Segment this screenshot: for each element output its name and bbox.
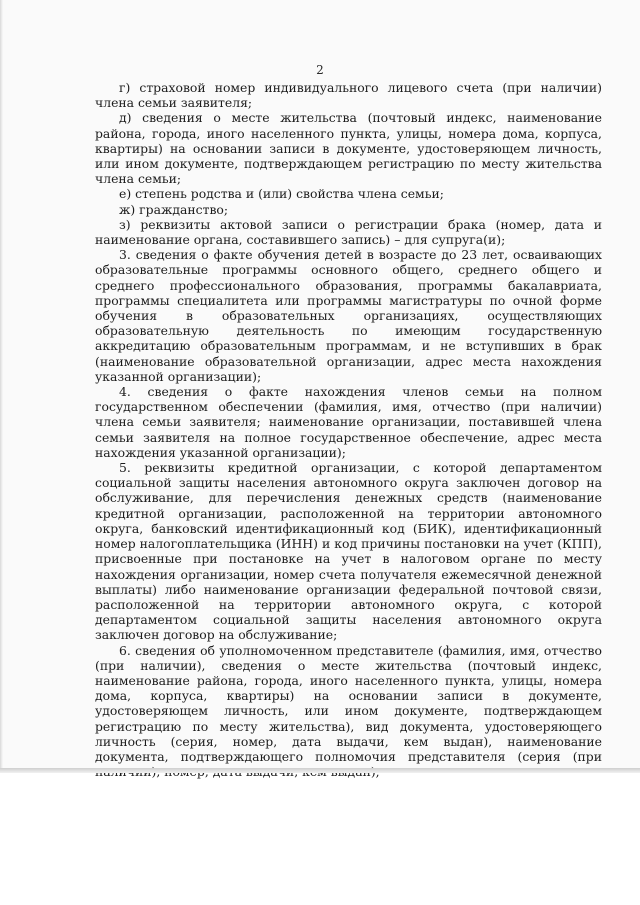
document-body <box>95 80 602 779</box>
paragraph-d-residence: д) сведения о месте жительства (почтовый индекс, наименование района, города, иного населенного пункта, улицы, номера дома, корпуса, квартиры) на основании записи в документе, удостоверяющем личность, или ином документе, подтверждающем регистрацию по месту жительства члена семьи; <box>95 110 602 187</box>
paragraph-zh-citizenship: ж) гражданство; <box>119 201 229 217</box>
paragraph-g-insurance-number: г) страховой номер индивидуального лицевого счета (при наличии) члена семьи заявителя; <box>95 80 602 111</box>
paragraph-6-representative: 6. сведения об уполномоченном представителе (фамилия, имя, отчество (при наличии), сведения о месте жительства (почтовый индекс, наименование района, города, иного населенного пункта, улицы, номера дома, корпуса, квартиры) на основании записи в документе, удостоверяющем личность, или ином документе, подтверждающем регистрацию по месту жительства), вид документа, удостоверяющего личность (серия, номер, дата выдачи, кем выдан), наименование документа, подтверждающего полномочия представителя (серия (при <box>95 642 602 764</box>
paragraph-4-state-support: 4. сведения о факте нахождения членов семьи на полном государственном обеспечении (фамилия, имя, отчество (при наличии) члена семьи заявителя; наименование организации, поставившей члена семьи заявителя на полное государственное обеспечение, адрес места нахождения указанной организации); <box>95 384 602 460</box>
paragraph-3-children-education: 3. сведения о факте обучения детей в возрасте до 23 лет, осваивающих образовательные программы основного общего, среднего общего и среднего профессионального образования, программы бакалавриата, программы специалитета или программы магистратуры по очной форме обучения в образовательных организациях, осуществляющих образовательную деятельность по имеющим государственную аккредитацию образовательным программам, и не вступивших в брак (наименование образовательной организации, адрес места нахождения указанной организации); <box>95 247 602 384</box>
scan-shadow <box>0 0 3 770</box>
paragraph-e-kinship: е) степень родства и (или) свойства члена семьи; <box>119 186 444 202</box>
paragraph-z-marriage-record: з) реквизиты актовой записи о регистрации брака (номер, дата и наименование органа, составившего запись) – для супруга(и); <box>95 216 602 248</box>
paragraph-5-bank-details: 5. реквизиты кредитной организации, с которой департаментом социальной защиты населения автономного округа заключен договор на обслуживание, для перечисления денежных средств (наименование кредитной организации, расположенной на территории автономного округа, банковский идентификационный код (БИК), идентификационный номер налогоплательщика (ИНН) и код причины постановки на учет (КПП), присвоенные при постановке на учет в налоговом органе по месту нахождения организации, номер счета получателя ежемесячной денежной выплаты) либо наименование организации федеральной почтовой связи, расположенной на территории автономного округа, с которой департаментом социальной защиты населения автономного округа заключен договор на обслуживание; <box>95 460 602 643</box>
page-number: 2 <box>316 63 324 77</box>
page-bottom-edge <box>0 768 640 773</box>
